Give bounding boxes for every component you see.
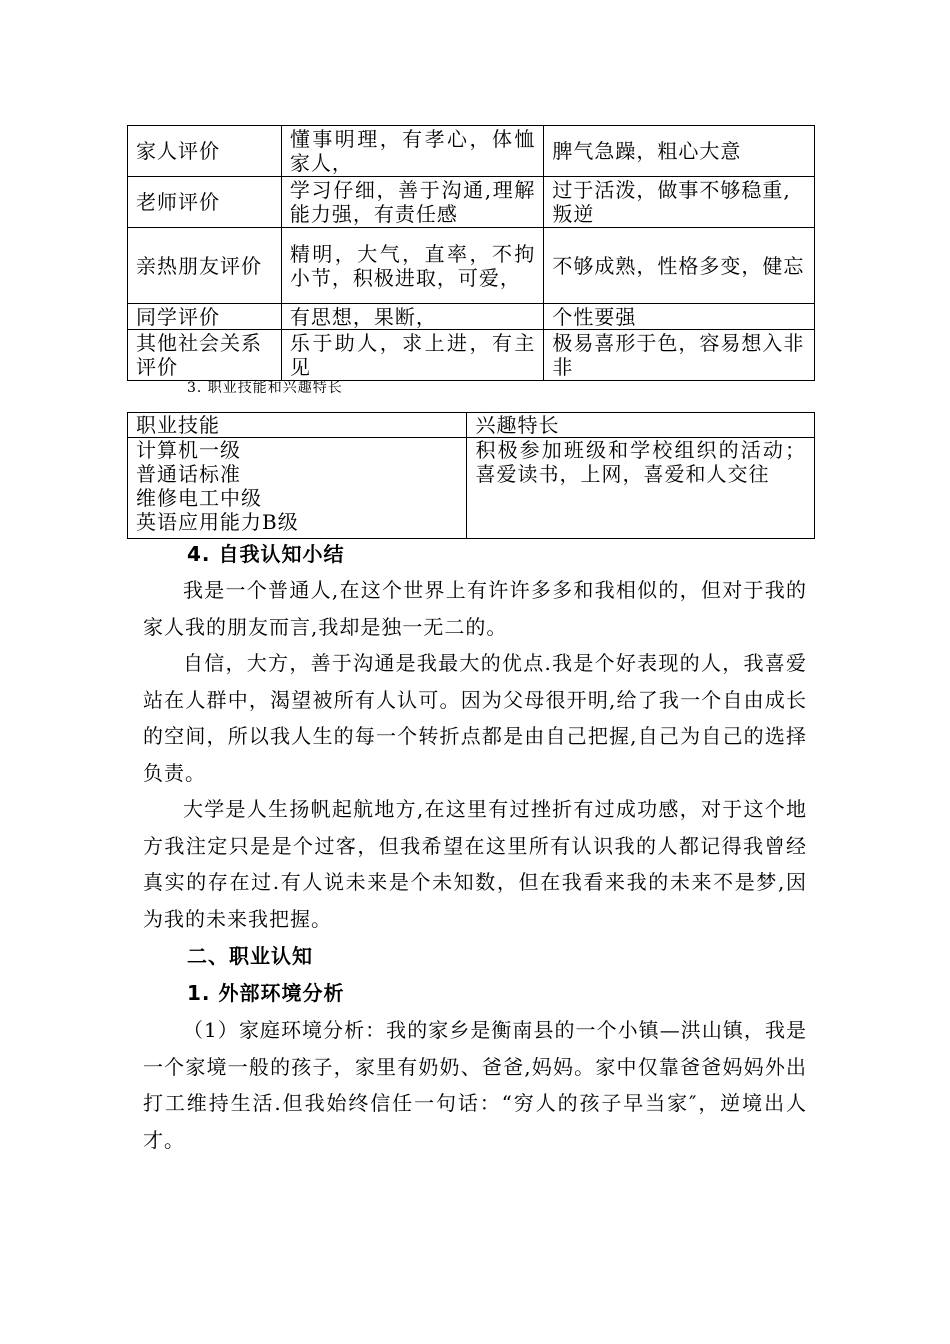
strength-cell: 懂事明理，有孝心，体恤家人， [281, 126, 544, 177]
weakness-cell: 不够成熟，性格多变，健忘 [544, 228, 815, 304]
weakness-cell: 极易喜形于色，容易想入非非 [544, 330, 815, 381]
evaluation-table [127, 125, 815, 381]
evaluator-cell: 家人评价 [128, 126, 282, 177]
skill-item: 英语应用能力B级 [136, 510, 299, 534]
table-row [128, 126, 815, 177]
evaluator-cell: 其他社会关系评价 [128, 330, 282, 381]
strength-cell: 乐于助人，求上进，有主见 [281, 330, 544, 381]
weakness-cell: 个性要强 [544, 304, 815, 330]
paragraph: 自信，大方，善于沟通是我最大的优点.我是个好表现的人，我喜爱站在人群中，渴望被所有人认可。因为父母很开明,给了我一个自由成长的空间，所以我人生的每一个转折点都是由自己把握,自己为自己的选择负责。 [143, 651, 807, 785]
table-row [128, 438, 815, 539]
chapter-heading: 二、职业认知 [187, 944, 313, 968]
weakness-cell: 脾气急躁，粗心大意 [544, 126, 815, 177]
table-row [128, 228, 815, 304]
strength-cell: 精明，大气，直率，不拘小节，积极进取，可爱， [281, 228, 544, 304]
table-row [128, 177, 815, 228]
skill-item: 普通话标准 [136, 462, 241, 486]
strength-cell: 学习仔细，善于沟通,理解能力强，有责任感 [281, 177, 544, 228]
paragraph: （1）家庭环境分析：我的家乡是衡南县的一个小镇—洪山镇，我是一个家境一般的孩子，家里有奶奶、爸爸,妈妈。家中仅靠爸爸妈妈外出打工维持生活.但我始终信任一句话：“穷人的孩子早当家″，逆境出人才。 [143, 1018, 807, 1152]
section-caption: 3. 职业技能和兴趣特长 [187, 380, 343, 396]
paragraph: 我是一个普通人,在这个世界上有许许多多和我相似的，但对于我的家人我的朋友而言,我却是独一无二的。 [143, 578, 807, 639]
evaluator-cell: 同学评价 [128, 304, 282, 330]
column-header: 职业技能 [128, 413, 467, 438]
skills-table [127, 412, 815, 539]
interests-cell: 积极参加班级和学校组织的活动；喜爱读书，上网，喜爱和人交往 [467, 438, 815, 539]
section-heading: 4. 自我认知小结 [187, 542, 345, 566]
skill-item: 计算机一级 [136, 438, 241, 462]
skill-item: 维修电工中级 [136, 486, 262, 510]
section-body [143, 572, 807, 937]
table-row [128, 304, 815, 330]
column-header: 兴趣特长 [467, 413, 815, 438]
section-heading: 1. 外部环境分析 [187, 981, 345, 1005]
paragraph: 大学是人生扬帆起航地方,在这里有过挫折有过成功感，对于这个地方我注定只是是个过客，但我希望在这里所有认识我的人都记得我曾经真实的存在过.有人说未来是个未知数，但在我看来我的未来不是梦,因为我的未来我把握。 [143, 797, 807, 931]
table-header-row [128, 413, 815, 438]
skills-cell [128, 438, 467, 539]
evaluator-cell: 老师评价 [128, 177, 282, 228]
table-row [128, 330, 815, 381]
strength-cell: 有思想，果断， [281, 304, 544, 330]
weakness-cell: 过于活泼，做事不够稳重,叛逆 [544, 177, 815, 228]
section-body [143, 1012, 807, 1158]
evaluator-cell: 亲热朋友评价 [128, 228, 282, 304]
